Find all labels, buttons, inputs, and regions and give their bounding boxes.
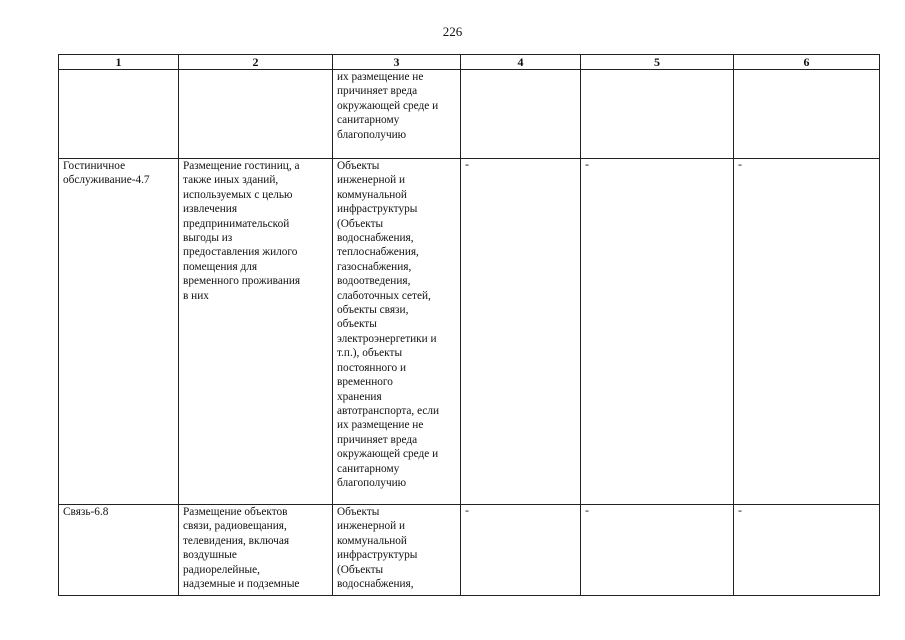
table-cell	[179, 505, 333, 596]
table-cell	[581, 70, 734, 159]
dash-value: -	[585, 503, 589, 517]
zoning-regulations-table	[58, 54, 880, 596]
dash-value: -	[585, 157, 589, 171]
table-cell	[734, 159, 880, 505]
cell-text: их размещение не причиняет вреда окружающей среде и санитарному благополучию	[337, 71, 439, 141]
table-cell	[461, 159, 581, 505]
use-type-description: Размещение объектов связи, радиовещания, телевидения, включая воздушные радиорелейные, надземные и подземные	[183, 506, 300, 591]
table-cell	[59, 505, 179, 596]
table-cell	[333, 159, 461, 505]
table-cell	[333, 505, 461, 596]
page-number: 226	[442, 24, 463, 39]
use-type-name: Связь-6.8	[63, 506, 109, 518]
column-header: 3	[333, 55, 461, 70]
table-cell	[333, 70, 461, 159]
auxiliary-objects: Объекты инженерной и коммунальной инфраструктуры (Объекты водоснабжения,	[337, 506, 418, 591]
table-row	[59, 70, 880, 159]
table-cell	[581, 505, 734, 596]
column-header: 5	[581, 55, 734, 70]
table-cell	[59, 159, 179, 505]
table-row	[59, 159, 880, 505]
auxiliary-objects: Объекты инженерной и коммунальной инфраструктуры (Объекты водоснабжения, теплоснабжения, газоснабжения, водоотведения, слаботочных сетей, объекты связи, объекты электроэнергетики и т.п.), объекты постоянного и временного хранения автотранспорта, если их размещение не причиняет вреда окружающей среде и санитарному благополучию	[337, 160, 440, 489]
table-cell	[179, 159, 333, 505]
dash-value: -	[465, 503, 469, 517]
table-header-row	[59, 55, 880, 70]
table-cell	[734, 70, 880, 159]
use-type-description: Размещение гостиниц, а также иных зданий, используемых с целью извлечения предпринимательской выгоды из предоставления жилого помещения для временного проживания в них	[183, 160, 301, 302]
dash-value: -	[738, 503, 742, 517]
dash-value: -	[738, 157, 742, 171]
use-type-name: Гостиничное обслуживание-4.7	[63, 160, 150, 187]
dash-value: -	[465, 157, 469, 171]
table-cell	[179, 70, 333, 159]
table-cell	[461, 505, 581, 596]
table-cell	[59, 70, 179, 159]
table-cell	[581, 159, 734, 505]
column-header: 4	[461, 55, 581, 70]
column-header: 6	[734, 55, 880, 70]
column-header: 1	[59, 55, 179, 70]
table-cell	[461, 70, 581, 159]
table-cell	[734, 505, 880, 596]
table-row	[59, 505, 880, 596]
column-header: 2	[179, 55, 333, 70]
